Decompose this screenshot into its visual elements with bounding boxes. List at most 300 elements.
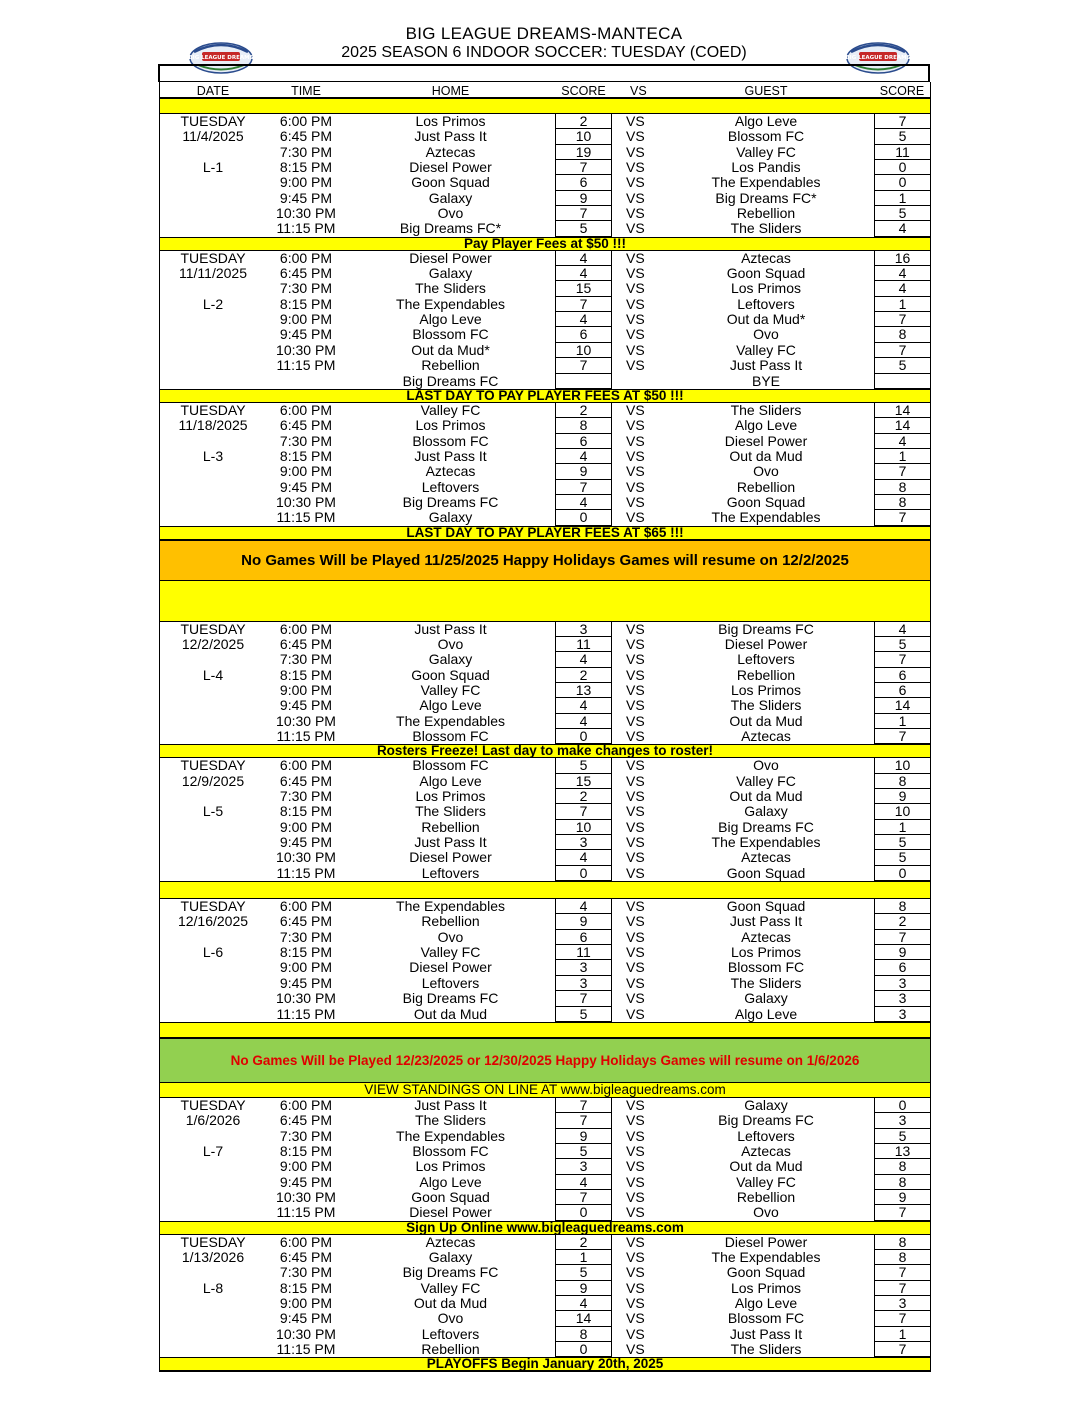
guest-team: Ovo [753,327,779,343]
guest-team: Los Pandis [731,160,801,176]
home-score: 2 [555,668,612,683]
game-time: 7:30 PM [279,789,333,805]
guest-team: Diesel Power [724,636,808,652]
game-row [160,495,930,510]
game-time: 9:45 PM [279,975,333,991]
home-score: 4 [555,251,612,266]
date-cell-empty [160,960,266,975]
guest-score: 5 [874,1129,930,1144]
vs-label: VS [626,991,645,1007]
guest-team: Diesel Power [724,433,808,449]
date-cell-empty [160,221,266,236]
date-cell-empty [160,1190,266,1205]
guest-team: Algo Leve [734,1006,798,1022]
week-date: 11/11/2025 [179,266,247,282]
game-time: 7:30 PM [279,929,333,945]
home-score: 10 [555,820,612,835]
vs-label: VS [626,682,645,698]
svg-text:BIG LEAGUE DREAMS: BIG LEAGUE DREAMS [188,55,254,61]
home-team: Leftovers [421,1326,480,1342]
guest-score: 4 [874,221,930,236]
announcement-band: Rosters Freeze! Last day to make changes to roster! [160,744,930,758]
svg-text:BIG LEAGUE DREAMS: BIG LEAGUE DREAMS [845,55,911,61]
game-time: 6:00 PM [279,402,333,418]
home-team: Out da Mud* [411,342,490,358]
col-guest: GUEST [744,84,788,97]
game-row [160,175,930,190]
home-score: 8 [555,1327,612,1342]
game-row [160,850,930,865]
game-row [160,1327,930,1342]
game-row [160,683,930,698]
date-cell-empty [160,789,266,804]
home-score: 10 [555,129,612,144]
guest-score: 8 [874,1175,930,1190]
date-cell-empty [160,850,266,865]
week-league: L-5 [202,804,224,820]
week-day: TUESDAY [180,402,246,418]
guest-team: Leftovers [737,652,795,668]
date-cell-empty [160,1327,266,1342]
week-date: 11/4/2025 [182,129,244,145]
game-time: 9:00 PM [279,819,333,835]
vs-label: VS [626,914,645,930]
date-cell-empty [160,683,266,698]
guest-score: 6 [874,683,930,698]
date-cell-empty [160,374,266,389]
home-score: 9 [555,914,612,929]
home-team: Just Pass It [414,835,487,851]
guest-score: 7 [874,1281,930,1296]
game-row [160,1205,930,1220]
home-score: 2 [555,789,612,804]
home-score: 3 [555,960,612,975]
home-team: Big Dreams FC [402,373,499,389]
date-cell-empty [160,820,266,835]
guest-score: 10 [874,758,930,773]
home-score: 5 [555,758,612,773]
home-score: 5 [555,1007,612,1022]
game-row [160,160,930,175]
date-cell-empty [160,495,266,510]
game-time: 8:15 PM [279,804,333,820]
guest-team: Aztecas [741,1143,791,1159]
guest-team: Rebellion [736,667,796,683]
home-team: The Sliders [415,804,486,820]
guest-team: The Expendables [711,510,821,526]
home-score: 4 [555,1175,612,1190]
home-score: 0 [555,866,612,881]
vs-label: VS [626,1205,645,1221]
home-score: 3 [555,835,612,850]
home-score: 4 [555,1296,612,1311]
home-score: 9 [555,464,612,479]
guest-team: Out da Mud [729,448,803,464]
table-top-frame [158,64,930,82]
vs-label: VS [626,1311,645,1327]
guest-team: Diesel Power [724,1234,808,1250]
week-league: L-1 [202,160,224,176]
game-time: 9:00 PM [279,312,333,328]
vs-label: VS [626,1113,645,1129]
guest-team: Just Pass It [729,358,803,374]
game-row [160,251,930,266]
guest-team: Blossom FC [727,960,805,976]
guest-score: 10 [874,804,930,819]
guest-team: Just Pass It [729,1326,803,1342]
game-row [160,343,930,358]
date-cell-empty [160,930,266,945]
game-time: 10:30 PM [276,713,336,729]
guest-team: Goon Squad [726,266,806,282]
vs-label: VS [626,479,645,495]
home-team: Big Dreams FC [402,1265,499,1281]
vs-label: VS [626,206,645,222]
guest-score: 3 [874,991,930,1006]
guest-score: 1 [874,714,930,729]
game-time: 9:00 PM [279,1159,333,1175]
guest-team: The Sliders [730,975,802,991]
guest-team: Leftovers [737,1128,795,1144]
game-row [160,1250,930,1265]
vs-label: VS [626,621,645,637]
guest-score: 8 [874,495,930,510]
page-subtitle: 2025 SEASON 6 INDOOR SOCCER: TUESDAY (COED) [341,44,747,61]
date-cell-empty [160,175,266,190]
guest-score: 6 [874,960,930,975]
guest-score: 0 [874,1098,930,1113]
game-time: 9:00 PM [279,175,333,191]
date-cell-empty [160,1175,266,1190]
guest-score: 8 [874,1159,930,1174]
guest-team: The Expendables [711,175,821,191]
home-team: Just Pass It [414,448,487,464]
home-score: 14 [555,1311,612,1326]
game-row [160,418,930,433]
vs-label: VS [626,418,645,434]
guest-team: Rebellion [736,206,796,222]
guest-score: 5 [874,129,930,144]
guest-team: Valley FC [736,773,796,789]
guest-score: 1 [874,820,930,835]
home-team: Galaxy [428,652,473,668]
schedule-table [159,82,931,1372]
home-score: 7 [555,804,612,819]
vs-label: VS [626,652,645,668]
announcement-band: Sign Up Online www.bigleaguedreams.com [160,1221,930,1235]
game-row [160,145,930,160]
game-row [160,1311,930,1326]
guest-team: Algo Leve [734,114,798,129]
date-cell-empty [160,866,266,881]
game-time: 11:15 PM [276,1342,336,1357]
guest-team: Out da Mud [729,713,803,729]
vs-label: VS [626,804,645,820]
guest-score: 6 [874,668,930,683]
game-time: 11:15 PM [276,729,336,744]
game-row [160,480,930,495]
home-score: 0 [555,510,612,525]
game-row [160,1144,930,1159]
home-score: 1 [555,1250,612,1265]
vs-label: VS [626,250,645,266]
week-date: 12/2/2025 [181,636,245,652]
guest-score: 7 [874,729,930,744]
guest-score: 7 [874,930,930,945]
vs-label: VS [626,899,645,915]
game-time: 11:15 PM [276,1006,336,1022]
guest-score: 3 [874,1296,930,1311]
home-score: 5 [555,221,612,236]
home-score: 7 [555,991,612,1006]
home-score: 5 [555,1144,612,1159]
date-cell-empty [160,191,266,206]
game-row [160,652,930,667]
game-row [160,510,930,525]
guest-score: 1 [874,1327,930,1342]
home-score: 7 [555,1190,612,1205]
game-time [266,374,346,389]
vs-label: VS [626,114,645,129]
guest-team: Ovo [753,1205,779,1221]
game-time: 9:45 PM [279,479,333,495]
game-row [160,774,930,789]
game-row [160,1296,930,1311]
home-team: Los Primos [415,1159,486,1175]
guest-team: Algo Leve [734,1295,798,1311]
guest-score: 7 [874,464,930,479]
date-cell-empty [160,1007,266,1022]
home-team: The Expendables [396,296,505,312]
game-time: 7:30 PM [279,433,333,449]
vs-label: VS [626,975,645,991]
week-league: L-7 [202,1143,224,1159]
date-cell-empty [160,652,266,667]
home-score: 4 [555,850,612,865]
game-time: 11:15 PM [276,358,336,374]
home-team: Rebellion [421,914,480,930]
guest-team: Los Primos [730,682,802,698]
spacer-band [160,1022,930,1038]
col-vs: VS [630,84,647,97]
game-time: 6:00 PM [279,899,333,915]
col-guest-score: SCORE [879,84,925,97]
guest-team: Algo Leve [734,418,798,434]
home-score: 8 [555,418,612,433]
vs-label: VS [626,358,645,374]
game-time: 11:15 PM [276,1205,336,1221]
guest-team: Big Dreams FC [718,819,814,835]
home-team: Aztecas [425,144,476,160]
home-team: Blossom FC [412,433,489,449]
guest-score: 8 [874,1250,930,1265]
guest-team: Blossom FC [727,129,805,145]
home-team: Goon Squad [411,1189,490,1205]
game-row [160,1159,930,1174]
guest-team: The Sliders [730,1342,802,1357]
home-score: 9 [555,191,612,206]
game-row [160,1098,930,1113]
guest-score: 7 [874,343,930,358]
guest-score: 7 [874,1265,930,1280]
date-cell-empty [160,206,266,221]
guest-score: 0 [874,866,930,881]
home-team: Diesel Power [409,160,492,176]
col-date: DATE [196,84,230,97]
home-score: 4 [555,312,612,327]
game-time: 8:15 PM [279,1143,333,1159]
guest-team: Aztecas [741,929,791,945]
vs-label: VS [626,342,645,358]
vs-label: VS [626,945,645,961]
game-time: 6:00 PM [279,250,333,266]
guest-score [874,374,930,389]
week-date: 12/9/2025 [181,773,245,789]
date-cell-empty [160,1296,266,1311]
game-row [160,449,930,464]
game-row [160,866,930,881]
vs-label: VS [626,1234,645,1250]
home-score: 10 [555,343,612,358]
vs-label: VS [626,698,645,714]
guest-team: Los Primos [730,945,802,961]
guest-score: 14 [874,418,930,433]
week-league: L-4 [202,667,224,683]
guest-score: 5 [874,637,930,652]
vs-label: VS [626,312,645,328]
home-score: 7 [555,206,612,221]
date-cell-empty [160,976,266,991]
vs-label: VS [626,789,645,805]
game-row [160,622,930,637]
vs-label: VS [626,464,645,480]
game-row [160,206,930,221]
game-row [160,297,930,312]
game-time: 7:30 PM [279,1128,333,1144]
home-team: Diesel Power [409,1205,492,1221]
game-row [160,1190,930,1205]
guest-team: Goon Squad [726,899,806,915]
game-row [160,1342,930,1357]
guest-score: 14 [874,403,930,418]
vs-label: VS [626,1159,645,1175]
vs-label: VS [626,266,645,282]
vs-label: VS [626,929,645,945]
guest-team: Goon Squad [726,1265,806,1281]
home-score: 7 [555,160,612,175]
home-score: 3 [555,622,612,637]
guest-score: 3 [874,1113,930,1128]
game-time: 9:00 PM [279,464,333,480]
guest-score: 0 [874,175,930,190]
home-team: Blossom FC [412,1143,489,1159]
vs-label: VS [626,281,645,297]
spacer-band [160,881,930,899]
vs-label: VS [626,494,645,510]
column-header-row [160,82,930,98]
vs-label: VS [626,667,645,683]
game-time: 11:15 PM [276,221,336,237]
home-score: 7 [555,297,612,312]
game-time: 7:30 PM [279,281,333,297]
game-row [160,668,930,683]
home-team: Big Dreams FC* [399,221,502,237]
week-league: L-6 [202,945,224,961]
vs-label: VS [626,1006,645,1022]
vs-label: VS [626,850,645,866]
announcement-band: LAST DAY TO PAY PLAYER FEES AT $50 !!! [160,389,930,403]
game-row [160,358,930,373]
guest-score: 1 [874,191,930,206]
week-day: TUESDAY [180,250,246,266]
game-row [160,464,930,479]
game-row [160,1235,930,1250]
guest-team: The Expendables [711,1249,821,1265]
game-row [160,1175,930,1190]
guest-score: 9 [874,945,930,960]
vs-label: VS [626,327,645,343]
announcement-band: LAST DAY TO PAY PLAYER FEES AT $65 !!! [160,526,930,540]
game-time: 6:45 PM [279,266,333,282]
guest-team: Valley FC [736,342,796,358]
date-cell-empty [160,1159,266,1174]
guest-score: 4 [874,266,930,281]
home-team: Leftovers [421,479,480,495]
home-team: Galaxy [428,266,473,282]
home-score: 7 [555,1098,612,1113]
guest-team: Just Pass It [729,914,803,930]
week-day: TUESDAY [180,758,246,774]
vs-label: VS [626,1097,645,1113]
game-row [160,1129,930,1144]
game-time: 10:30 PM [276,206,336,222]
spacer-band [160,580,930,622]
date-cell-empty [160,1311,266,1326]
week-date: 1/6/2026 [185,1113,241,1129]
home-team: Valley FC [420,1280,481,1296]
date-cell-empty [160,312,266,327]
guest-team: Goon Squad [726,494,806,510]
vs-label: VS [626,865,645,881]
game-time: 8:15 PM [279,1280,333,1296]
vs-label: VS [626,713,645,729]
guest-team: Goon Squad [726,865,806,881]
vs-label: VS [626,1280,645,1296]
game-row [160,129,930,144]
date-cell-empty [160,434,266,449]
home-team: Galaxy [428,1249,473,1265]
date-cell-empty [160,1129,266,1144]
vs-label: VS [626,129,645,145]
guest-team: The Expendables [711,835,821,851]
guest-score: 3 [874,976,930,991]
game-row [160,698,930,713]
home-score: 4 [555,698,612,713]
date-cell-empty [160,714,266,729]
guest-score: 7 [874,1311,930,1326]
home-team: Valley FC [420,945,481,961]
home-score: 11 [555,945,612,960]
guest-team: Out da Mud [729,1159,803,1175]
game-time: 6:45 PM [279,129,333,145]
home-team: Los Primos [415,418,486,434]
guest-score: 2 [874,914,930,929]
week-day: TUESDAY [180,1234,246,1250]
home-team: Goon Squad [411,175,490,191]
date-cell-empty [160,991,266,1006]
guest-team: Blossom FC [727,1311,805,1327]
game-time: 9:45 PM [279,1311,333,1327]
